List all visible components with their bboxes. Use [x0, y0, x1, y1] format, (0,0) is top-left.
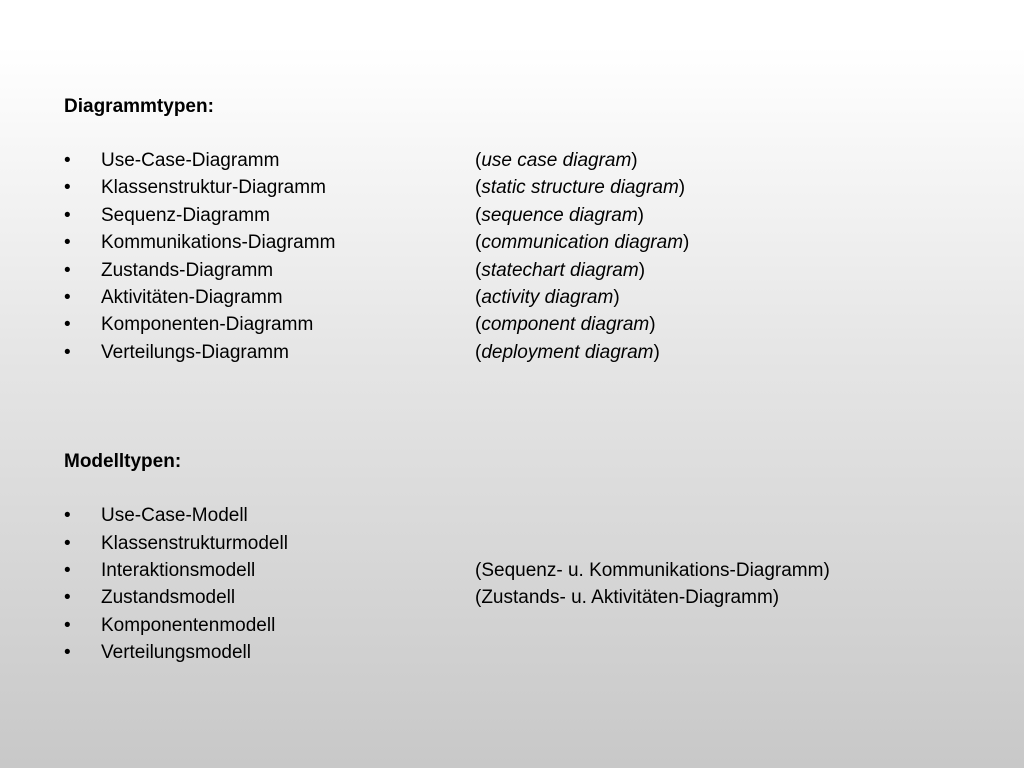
- model-name: Komponentenmodell: [101, 614, 276, 636]
- bullet-icon: •: [64, 642, 71, 664]
- diagram-name: Komponenten-Diagramm: [101, 314, 314, 336]
- model-name: Klassenstrukturmodell: [101, 532, 288, 554]
- list-item: [64, 202, 964, 229]
- model-name: Interaktionsmodell: [101, 559, 256, 581]
- model-name: Verteilungsmodell: [101, 642, 251, 664]
- list-item: [64, 530, 964, 557]
- list-item: [64, 584, 964, 611]
- model-types-heading: Modelltypen:: [64, 451, 182, 473]
- list-item: [64, 502, 964, 529]
- list-item: [64, 339, 964, 366]
- diagram-types-list: [64, 147, 964, 366]
- model-name: Use-Case-Modell: [101, 505, 248, 527]
- list-item: [64, 311, 964, 338]
- bullet-icon: •: [64, 532, 71, 554]
- model-name: Zustandsmodell: [101, 587, 236, 609]
- bullet-icon: •: [64, 587, 71, 609]
- bullet-icon: •: [64, 259, 71, 281]
- diagram-types-heading: Diagrammtypen:: [64, 96, 214, 117]
- model-types-section: [64, 448, 964, 666]
- list-item: [64, 557, 964, 584]
- bullet-icon: •: [64, 232, 71, 254]
- bullet-icon: •: [64, 341, 71, 363]
- diagram-name: Verteilungs-Diagramm: [101, 341, 289, 363]
- diagram-types-section: [64, 93, 964, 366]
- diagram-name: Klassenstruktur-Diagramm: [101, 177, 326, 199]
- english-translation: (use case diagram): [475, 150, 638, 171]
- bullet-icon: •: [64, 150, 71, 171]
- model-note: (Sequenz- u. Kommunikations-Diagramm): [475, 559, 830, 581]
- bullet-icon: •: [64, 614, 71, 636]
- list-item: [64, 612, 964, 639]
- english-translation: (statechart diagram): [475, 259, 646, 281]
- diagram-name: Zustands-Diagramm: [101, 259, 274, 281]
- slide-content: [64, 93, 964, 666]
- bullet-icon: •: [64, 505, 71, 527]
- diagram-name: Use-Case-Diagramm: [101, 150, 280, 171]
- english-translation: (static structure diagram): [475, 177, 686, 199]
- list-item: [64, 257, 964, 284]
- diagram-name: Kommunikations-Diagramm: [101, 232, 336, 254]
- list-item: [64, 174, 964, 201]
- bullet-icon: •: [64, 286, 71, 308]
- diagram-name: Sequenz-Diagramm: [101, 204, 270, 226]
- bullet-icon: •: [64, 559, 71, 581]
- english-translation: (deployment diagram): [475, 341, 660, 363]
- english-translation: (communication diagram): [475, 232, 690, 254]
- diagram-name: Aktivitäten-Diagramm: [101, 286, 283, 308]
- bullet-icon: •: [64, 177, 71, 199]
- list-item: [64, 147, 964, 174]
- bullet-icon: •: [64, 314, 71, 336]
- english-translation: (component diagram): [475, 314, 656, 336]
- bullet-icon: •: [64, 204, 71, 226]
- english-translation: (sequence diagram): [475, 204, 644, 226]
- english-translation: (activity diagram): [475, 286, 620, 308]
- list-item: [64, 639, 964, 666]
- list-item: [64, 229, 964, 256]
- model-types-list: [64, 502, 964, 666]
- list-item: [64, 284, 964, 311]
- model-note: (Zustands- u. Aktivitäten-Diagramm): [475, 587, 780, 609]
